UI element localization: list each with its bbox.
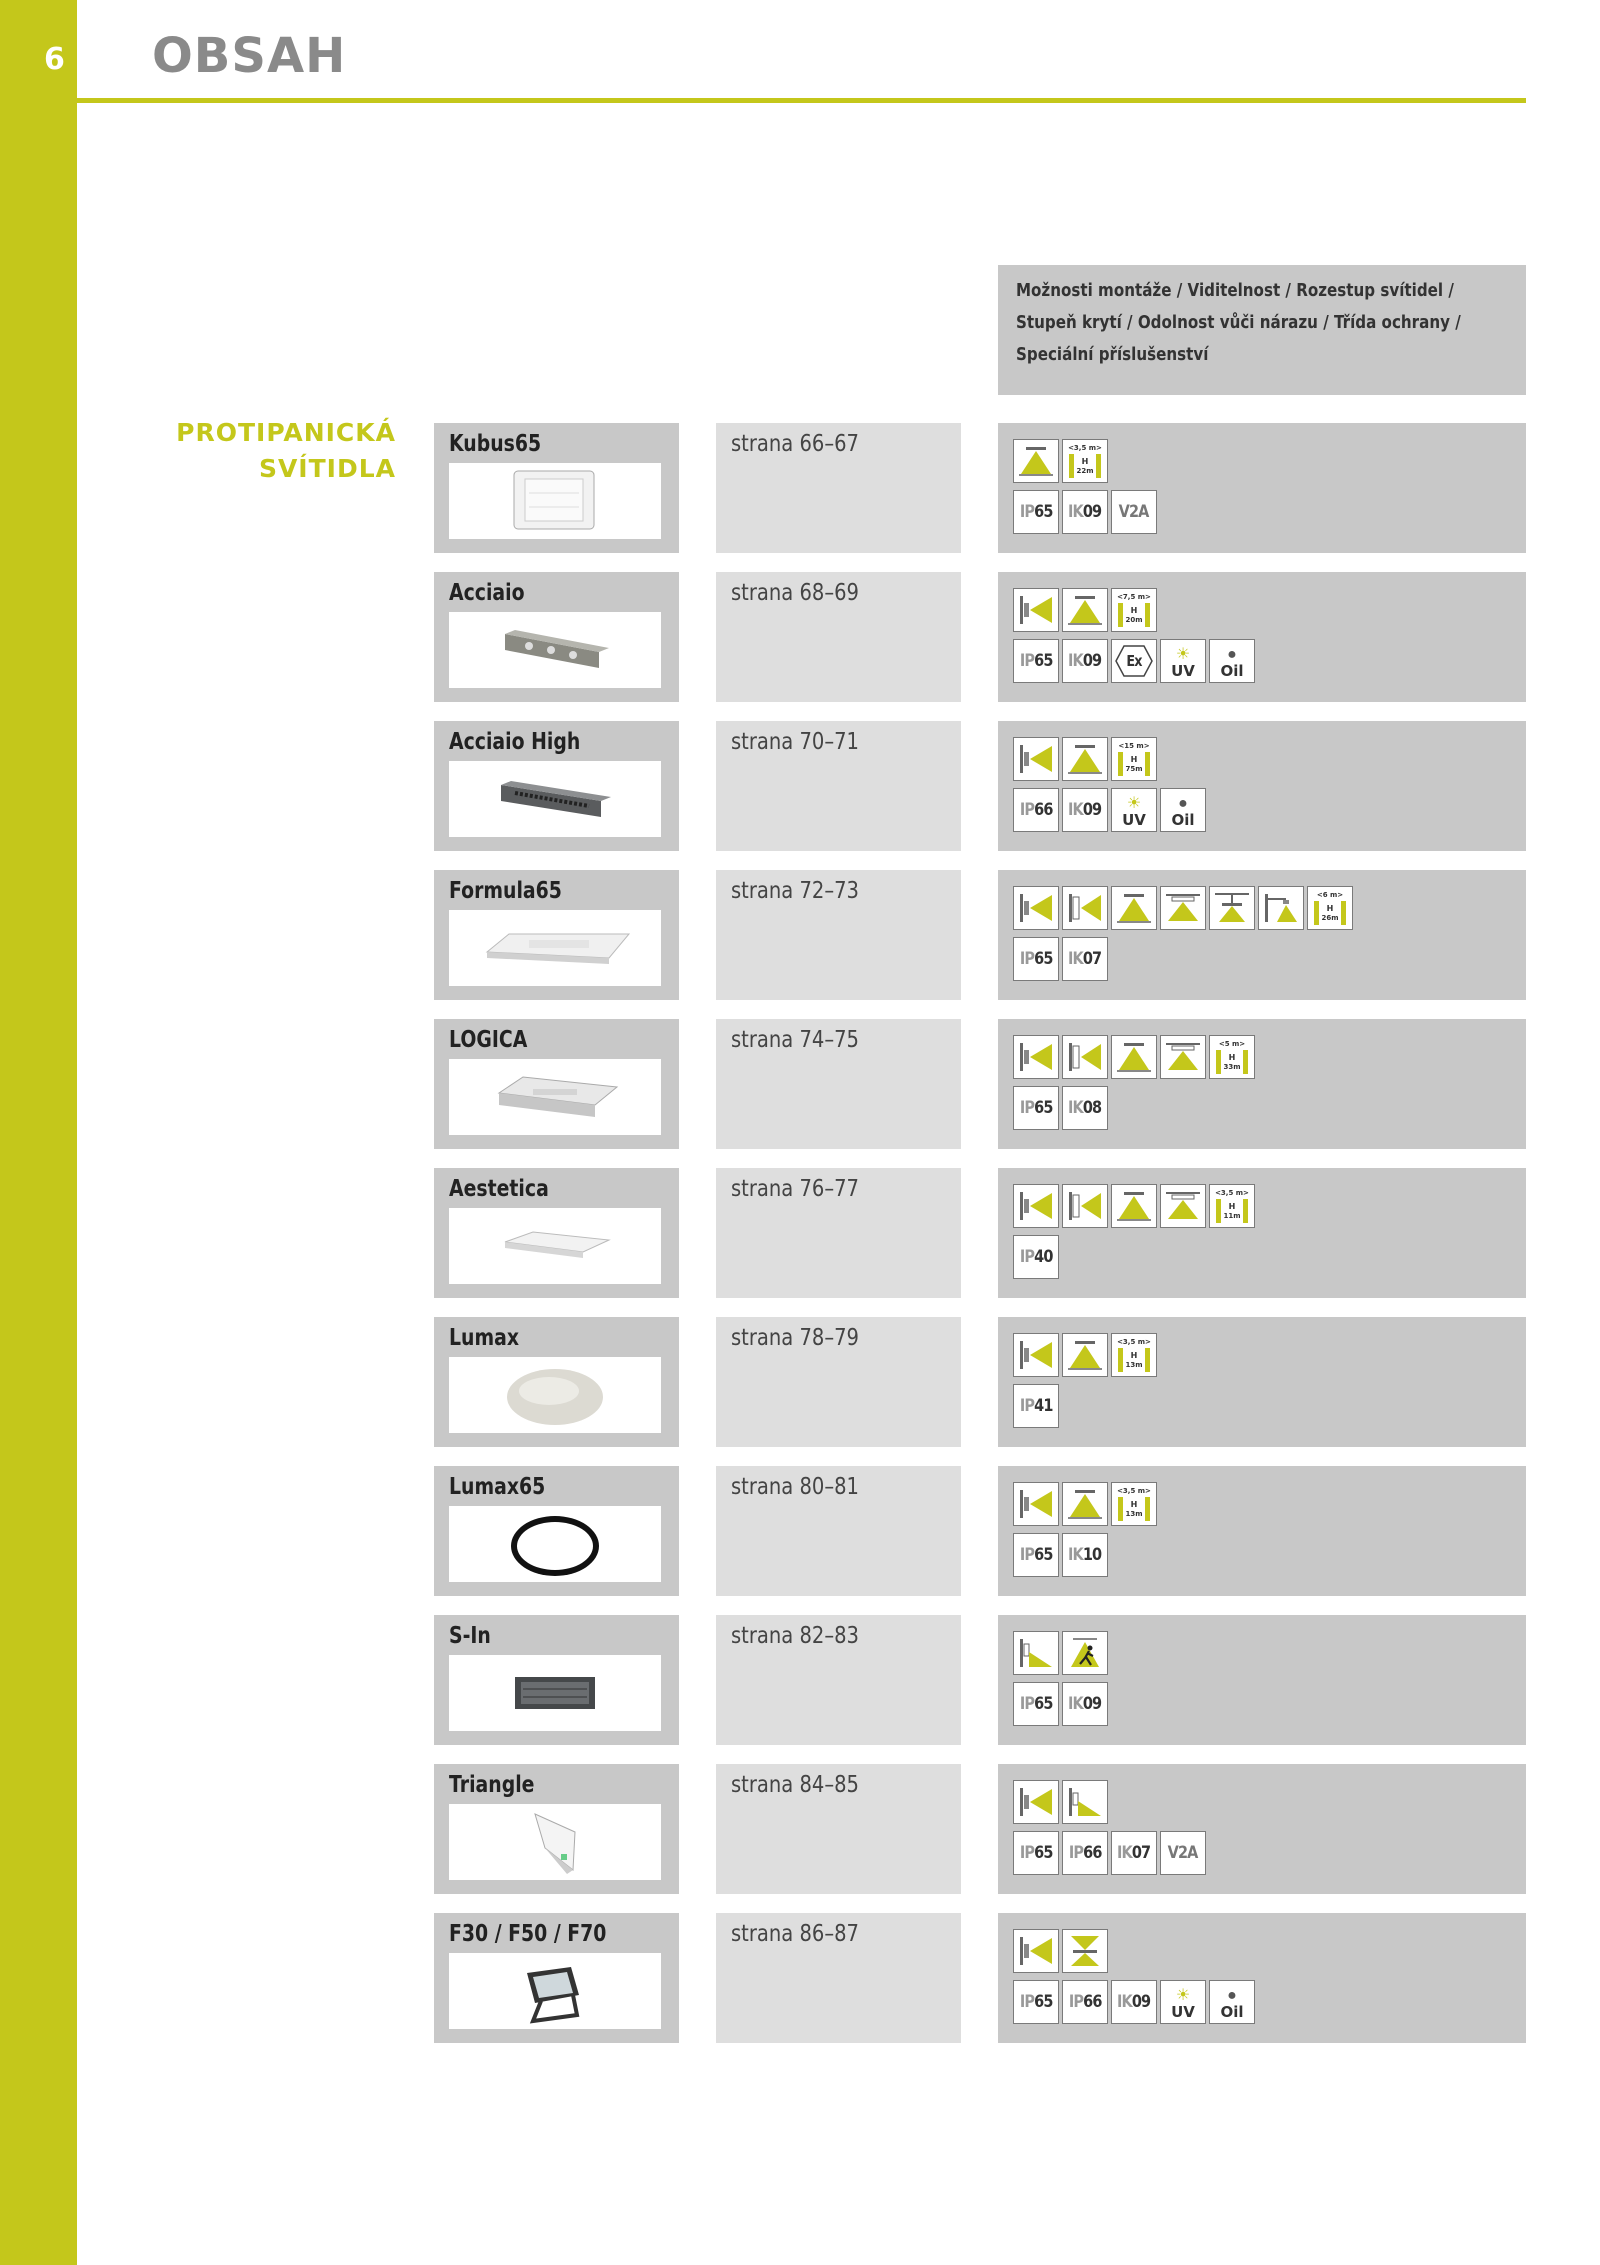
svg-text:13m: 13m <box>1125 1510 1143 1518</box>
product-pages[interactable]: strana 78–79 <box>731 1325 859 1351</box>
special-label: Oil <box>1220 662 1244 680</box>
drop-icon: ● <box>1178 795 1188 812</box>
rating-text <box>1020 1098 1053 1118</box>
sun-icon: ☀ <box>1126 795 1142 812</box>
ik-rating-badge <box>1062 1533 1108 1577</box>
wall-side-mount-icon <box>1062 1184 1108 1228</box>
rating-text <box>1068 800 1101 820</box>
product-name: Kubus65 <box>449 431 542 457</box>
rating-value: 65 <box>1033 949 1053 969</box>
product-pages-cell <box>716 1019 961 1149</box>
section-label-line: PROTIPANICKÁ <box>176 418 396 447</box>
wall-side-mount-icon <box>1062 1035 1108 1079</box>
svg-text:H: H <box>1130 1351 1138 1360</box>
svg-text:11m: 11m <box>1223 1212 1241 1220</box>
rating-prefix: IP <box>1019 800 1034 820</box>
rating-text <box>1020 651 1053 671</box>
product-image <box>449 1655 661 1731</box>
special-label: UV <box>1171 662 1195 680</box>
product-icons-cell <box>998 870 1526 1000</box>
product-name-cell <box>434 1317 679 1447</box>
ceiling-mount-icon <box>1062 1333 1108 1377</box>
product-name: F30 / F50 / F70 <box>449 1921 607 1947</box>
product-icons-cell <box>998 1168 1526 1298</box>
product-icons-cell <box>998 423 1526 553</box>
rating-prefix: IP <box>1019 1247 1034 1267</box>
product-pages[interactable]: strana 84–85 <box>731 1772 859 1798</box>
product-icons-cell <box>998 1019 1526 1149</box>
product-name-cell <box>434 572 679 702</box>
product-pages[interactable]: strana 82–83 <box>731 1623 859 1649</box>
wall-side-mount-icon <box>1062 886 1108 930</box>
product-name-cell <box>434 870 679 1000</box>
column-header-line: Možnosti montáže / Viditelnost / Rozestup svítidel / <box>1016 280 1454 301</box>
svg-text:<7,5 m>: <7,5 m> <box>1117 593 1151 601</box>
rating-prefix: IK <box>1068 1694 1084 1714</box>
rating-icons <box>1013 639 1255 683</box>
sun-icon: ☀ <box>1175 646 1191 663</box>
svg-text:13m: 13m <box>1125 1361 1143 1369</box>
product-pages[interactable]: strana 68–69 <box>731 580 859 606</box>
svg-text:H: H <box>1130 755 1138 764</box>
visibility-spacing-icon <box>1111 737 1157 781</box>
ceiling-mount-icon <box>1111 886 1157 930</box>
product-name-cell <box>434 1019 679 1149</box>
product-pages[interactable]: strana 74–75 <box>731 1027 859 1053</box>
svg-text:<3,5 m>: <3,5 m> <box>1117 1487 1151 1495</box>
rating-text <box>1117 1843 1150 1863</box>
ip-rating-badge <box>1013 1682 1059 1726</box>
rating-prefix: IK <box>1117 1992 1133 2012</box>
product-pages[interactable]: strana 72–73 <box>731 878 859 904</box>
rating-value: 09 <box>1083 502 1102 522</box>
product-image <box>449 1953 661 2029</box>
flag-mount-icon <box>1258 886 1304 930</box>
rating-text <box>1117 1992 1150 2012</box>
product-row <box>0 423 1600 553</box>
rating-value: 65 <box>1033 1992 1053 2012</box>
ip-rating-badge <box>1062 1980 1108 2024</box>
recessed-mount-icon <box>1160 1184 1206 1228</box>
svg-text:26m: 26m <box>1321 914 1339 922</box>
mounting-icons <box>1013 886 1353 930</box>
rating-text <box>1020 949 1053 969</box>
rating-text <box>1020 502 1053 522</box>
svg-text:H: H <box>1130 606 1138 615</box>
special-label: Oil <box>1220 2003 1244 2021</box>
rating-value: 09 <box>1083 651 1102 671</box>
mounting-icons <box>1013 1184 1255 1228</box>
rating-prefix: IK <box>1068 1098 1084 1118</box>
rating-prefix: IP <box>1019 1694 1034 1714</box>
wall-mount-icon <box>1013 886 1059 930</box>
escape-sign-icon <box>1062 1631 1108 1675</box>
product-row <box>0 1168 1600 1298</box>
pendant-mount-icon <box>1209 886 1255 930</box>
wall-floor-light-icon <box>1013 1631 1059 1675</box>
rating-value: 65 <box>1033 1843 1053 1863</box>
rating-prefix: IP <box>1019 1992 1034 2012</box>
visibility-spacing-icon <box>1111 588 1157 632</box>
product-name-cell <box>434 1615 679 1745</box>
svg-text:<3,5 m>: <3,5 m> <box>1215 1189 1249 1197</box>
wall-floor-light-icon <box>1062 1780 1108 1824</box>
visibility-spacing-icon <box>1209 1035 1255 1079</box>
ip-rating-badge <box>1013 937 1059 981</box>
visibility-spacing-icon <box>1111 1482 1157 1526</box>
ip-rating-badge <box>1013 1384 1059 1428</box>
ip-rating-badge <box>1013 639 1059 683</box>
recessed-mount-icon <box>1160 886 1206 930</box>
svg-text:<6 m>: <6 m> <box>1316 891 1344 899</box>
product-pages[interactable]: strana 66–67 <box>731 431 859 457</box>
product-row <box>0 721 1600 851</box>
ex-label: Ex <box>1126 652 1142 670</box>
product-icons-cell <box>998 721 1526 851</box>
rating-icons <box>1013 1384 1059 1428</box>
rating-text <box>1020 1247 1053 1267</box>
product-pages-cell <box>716 1615 961 1745</box>
ceiling-mount-icon <box>1111 1035 1157 1079</box>
ip-rating-badge <box>1013 1980 1059 2024</box>
svg-text:22m: 22m <box>1076 467 1094 475</box>
rating-text <box>1069 1843 1102 1863</box>
ceiling-mount-icon <box>1062 588 1108 632</box>
visibility-spacing-icon <box>1062 439 1108 483</box>
rating-prefix: IK <box>1117 1843 1133 1863</box>
page-title: OBSAH <box>152 28 347 84</box>
rating-icons <box>1013 1235 1059 1279</box>
product-image <box>449 761 661 837</box>
product-pages[interactable]: strana 76–77 <box>731 1176 859 1202</box>
up-down-light-icon <box>1062 1929 1108 1973</box>
mounting-icons <box>1013 1035 1255 1079</box>
ceiling-mount-icon <box>1013 439 1059 483</box>
mounting-icons <box>1013 1482 1157 1526</box>
mounting-icons <box>1013 1780 1108 1824</box>
rating-icons <box>1013 1831 1206 1875</box>
rating-icons <box>1013 937 1108 981</box>
product-name-cell <box>434 1764 679 1894</box>
rating-prefix: IK <box>1068 800 1084 820</box>
rating-prefix: IP <box>1019 949 1034 969</box>
ceiling-mount-icon <box>1062 737 1108 781</box>
product-pages[interactable]: strana 70–71 <box>731 729 859 755</box>
svg-text:75m: 75m <box>1125 765 1143 773</box>
rating-text <box>1020 1843 1053 1863</box>
ik-rating-badge <box>1062 788 1108 832</box>
rating-value: 66 <box>1082 1843 1102 1863</box>
rating-text <box>1020 1396 1053 1416</box>
rating-text <box>1020 800 1053 820</box>
rating-value: 66 <box>1082 1992 1102 2012</box>
rating-value: 65 <box>1033 1694 1053 1714</box>
rating-value: 09 <box>1132 1992 1151 2012</box>
product-icons-cell <box>998 1466 1526 1596</box>
product-name: S-In <box>449 1623 491 1649</box>
rating-prefix: IK <box>1068 651 1084 671</box>
visibility-spacing-icon <box>1209 1184 1255 1228</box>
rating-text <box>1068 949 1101 969</box>
ik-rating-badge <box>1062 937 1108 981</box>
rating-icons <box>1013 490 1157 534</box>
rating-value: 40 <box>1033 1247 1053 1267</box>
svg-text:H: H <box>1130 1500 1138 1509</box>
ik-rating-badge <box>1062 1682 1108 1726</box>
ik-rating-badge <box>1111 1980 1157 2024</box>
rating-icons <box>1013 1682 1108 1726</box>
product-name: Acciaio <box>449 580 525 606</box>
ex-protection-icon <box>1111 639 1157 683</box>
mounting-icons <box>1013 588 1157 632</box>
rating-value: 65 <box>1033 1098 1053 1118</box>
wall-mount-icon <box>1013 1184 1059 1228</box>
uv-resistant-icon <box>1111 788 1157 832</box>
product-pages-cell <box>716 423 961 553</box>
product-icons-cell <box>998 1317 1526 1447</box>
wall-mount-icon <box>1013 1035 1059 1079</box>
column-header-line: Speciální příslušenství <box>1016 344 1209 365</box>
wall-mount-icon <box>1013 1780 1059 1824</box>
product-name-cell <box>434 1168 679 1298</box>
visibility-spacing-icon <box>1111 1333 1157 1377</box>
rating-value: 65 <box>1033 502 1053 522</box>
oil-resistant-icon <box>1160 788 1206 832</box>
rating-value: 08 <box>1083 1098 1102 1118</box>
recessed-mount-icon <box>1160 1035 1206 1079</box>
rating-text <box>1068 1694 1101 1714</box>
wall-mount-icon <box>1013 1929 1059 1973</box>
product-pages-cell <box>716 1913 961 2043</box>
rating-icons <box>1013 1086 1108 1130</box>
product-pages[interactable]: strana 80–81 <box>731 1474 859 1500</box>
svg-text:H: H <box>1326 904 1334 913</box>
product-image <box>449 1208 661 1284</box>
product-image <box>449 910 661 986</box>
stainless-v2a-badge <box>1111 490 1157 534</box>
rating-prefix: IP <box>1019 502 1034 522</box>
product-name-cell <box>434 1913 679 2043</box>
rating-prefix: IP <box>1068 1992 1083 2012</box>
ik-rating-badge <box>1062 490 1108 534</box>
product-name: Lumax65 <box>449 1474 546 1500</box>
rating-value: 65 <box>1033 651 1053 671</box>
product-pages-cell <box>716 870 961 1000</box>
svg-text:H: H <box>1228 1202 1236 1211</box>
rating-icons <box>1013 1533 1108 1577</box>
rating-value: 10 <box>1083 1545 1102 1565</box>
drop-icon: ● <box>1227 1987 1237 2004</box>
special-label: V2A <box>1168 1843 1198 1863</box>
product-pages-cell <box>716 1168 961 1298</box>
product-name-cell <box>434 721 679 851</box>
rating-value: 09 <box>1083 1694 1102 1714</box>
product-row <box>0 1615 1600 1745</box>
rating-prefix: IP <box>1019 651 1034 671</box>
rating-value: 07 <box>1083 949 1102 969</box>
ik-rating-badge <box>1062 639 1108 683</box>
rating-text <box>1069 1992 1102 2012</box>
special-label: UV <box>1122 811 1146 829</box>
rating-text <box>1020 1545 1053 1565</box>
special-label: UV <box>1171 2003 1195 2021</box>
mounting-icons <box>1013 1333 1157 1377</box>
rating-prefix: IK <box>1068 949 1084 969</box>
rating-prefix: IP <box>1019 1545 1034 1565</box>
product-name-cell <box>434 423 679 553</box>
rating-prefix: IP <box>1019 1396 1034 1416</box>
ceiling-mount-icon <box>1111 1184 1157 1228</box>
rating-icons <box>1013 1980 1255 2024</box>
svg-text:20m: 20m <box>1125 616 1143 624</box>
rating-value: 66 <box>1033 800 1053 820</box>
product-image <box>449 612 661 688</box>
product-row <box>0 572 1600 702</box>
product-pages-cell <box>716 721 961 851</box>
rating-prefix: IK <box>1068 502 1084 522</box>
oil-resistant-icon <box>1209 639 1255 683</box>
wall-mount-icon <box>1013 1482 1059 1526</box>
product-pages-cell <box>716 1466 961 1596</box>
oil-resistant-icon <box>1209 1980 1255 2024</box>
product-icons-cell <box>998 1764 1526 1894</box>
product-image <box>449 1059 661 1135</box>
rating-value: 65 <box>1033 1545 1053 1565</box>
rating-text <box>1068 1545 1101 1565</box>
product-icons-cell <box>998 572 1526 702</box>
product-row <box>0 1764 1600 1894</box>
rating-text <box>1068 651 1101 671</box>
column-header <box>998 265 1526 395</box>
product-pages-cell <box>716 1317 961 1447</box>
svg-text:<3,5 m>: <3,5 m> <box>1068 444 1102 452</box>
rating-text <box>1068 502 1101 522</box>
product-name: Lumax <box>449 1325 519 1351</box>
ip-rating-badge <box>1013 1086 1059 1130</box>
product-row <box>0 1466 1600 1596</box>
ip-rating-badge <box>1013 788 1059 832</box>
column-header-line: Stupeň krytí / Odolnost vůči nárazu / Třída ochrany / <box>1016 312 1461 333</box>
rating-text <box>1068 1098 1101 1118</box>
rating-text <box>1020 1694 1053 1714</box>
svg-text:33m: 33m <box>1223 1063 1241 1071</box>
wall-mount-icon <box>1013 737 1059 781</box>
product-name: LOGICA <box>449 1027 528 1053</box>
product-name: Aestetica <box>449 1176 549 1202</box>
ip-rating-badge <box>1062 1831 1108 1875</box>
rating-value: 07 <box>1132 1843 1151 1863</box>
ip-rating-badge <box>1013 1235 1059 1279</box>
product-image <box>449 1804 661 1880</box>
rating-prefix: IK <box>1068 1545 1084 1565</box>
title-divider <box>77 98 1526 103</box>
section-label-line: SVÍTIDLA <box>258 454 396 483</box>
wall-mount-icon <box>1013 588 1059 632</box>
special-label: V2A <box>1119 502 1149 522</box>
product-name-cell <box>434 1466 679 1596</box>
product-pages-cell <box>716 572 961 702</box>
special-label: Oil <box>1171 811 1195 829</box>
ik-rating-badge <box>1062 1086 1108 1130</box>
uv-resistant-icon <box>1160 639 1206 683</box>
svg-text:<3,5 m>: <3,5 m> <box>1117 1338 1151 1346</box>
stainless-v2a-badge <box>1160 1831 1206 1875</box>
ik-rating-badge <box>1111 1831 1157 1875</box>
product-row <box>0 1019 1600 1149</box>
svg-text:<15 m>: <15 m> <box>1118 742 1150 750</box>
mounting-icons <box>1013 737 1157 781</box>
product-name: Formula65 <box>449 878 562 904</box>
product-image <box>449 1357 661 1433</box>
product-name: Acciaio High <box>449 729 581 755</box>
product-icons-cell <box>998 1913 1526 2043</box>
mounting-icons <box>1013 439 1108 483</box>
product-row <box>0 1913 1600 2043</box>
product-icons-cell <box>998 1615 1526 1745</box>
page-number: 6 <box>44 42 65 77</box>
drop-icon: ● <box>1227 646 1237 663</box>
sun-icon: ☀ <box>1175 1987 1191 2004</box>
product-row <box>0 870 1600 1000</box>
rating-value: 41 <box>1033 1396 1053 1416</box>
mounting-icons <box>1013 1631 1108 1675</box>
product-pages-cell <box>716 1764 961 1894</box>
visibility-spacing-icon <box>1307 886 1353 930</box>
svg-text:H: H <box>1081 457 1089 466</box>
product-image <box>449 1506 661 1582</box>
product-pages[interactable]: strana 86–87 <box>731 1921 859 1947</box>
ip-rating-badge <box>1013 1533 1059 1577</box>
svg-text:H: H <box>1228 1053 1236 1062</box>
product-row <box>0 1317 1600 1447</box>
ip-rating-badge <box>1013 490 1059 534</box>
wall-mount-icon <box>1013 1333 1059 1377</box>
rating-text <box>1020 1992 1053 2012</box>
rating-prefix: IP <box>1019 1098 1034 1118</box>
ceiling-mount-icon <box>1062 1482 1108 1526</box>
ip-rating-badge <box>1013 1831 1059 1875</box>
mounting-icons <box>1013 1929 1108 1973</box>
uv-resistant-icon <box>1160 1980 1206 2024</box>
rating-value: 09 <box>1083 800 1102 820</box>
svg-text:<5 m>: <5 m> <box>1218 1040 1246 1048</box>
rating-prefix: IP <box>1019 1843 1034 1863</box>
product-image <box>449 463 661 539</box>
product-name: Triangle <box>449 1772 535 1798</box>
rating-icons <box>1013 788 1206 832</box>
rating-prefix: IP <box>1068 1843 1083 1863</box>
